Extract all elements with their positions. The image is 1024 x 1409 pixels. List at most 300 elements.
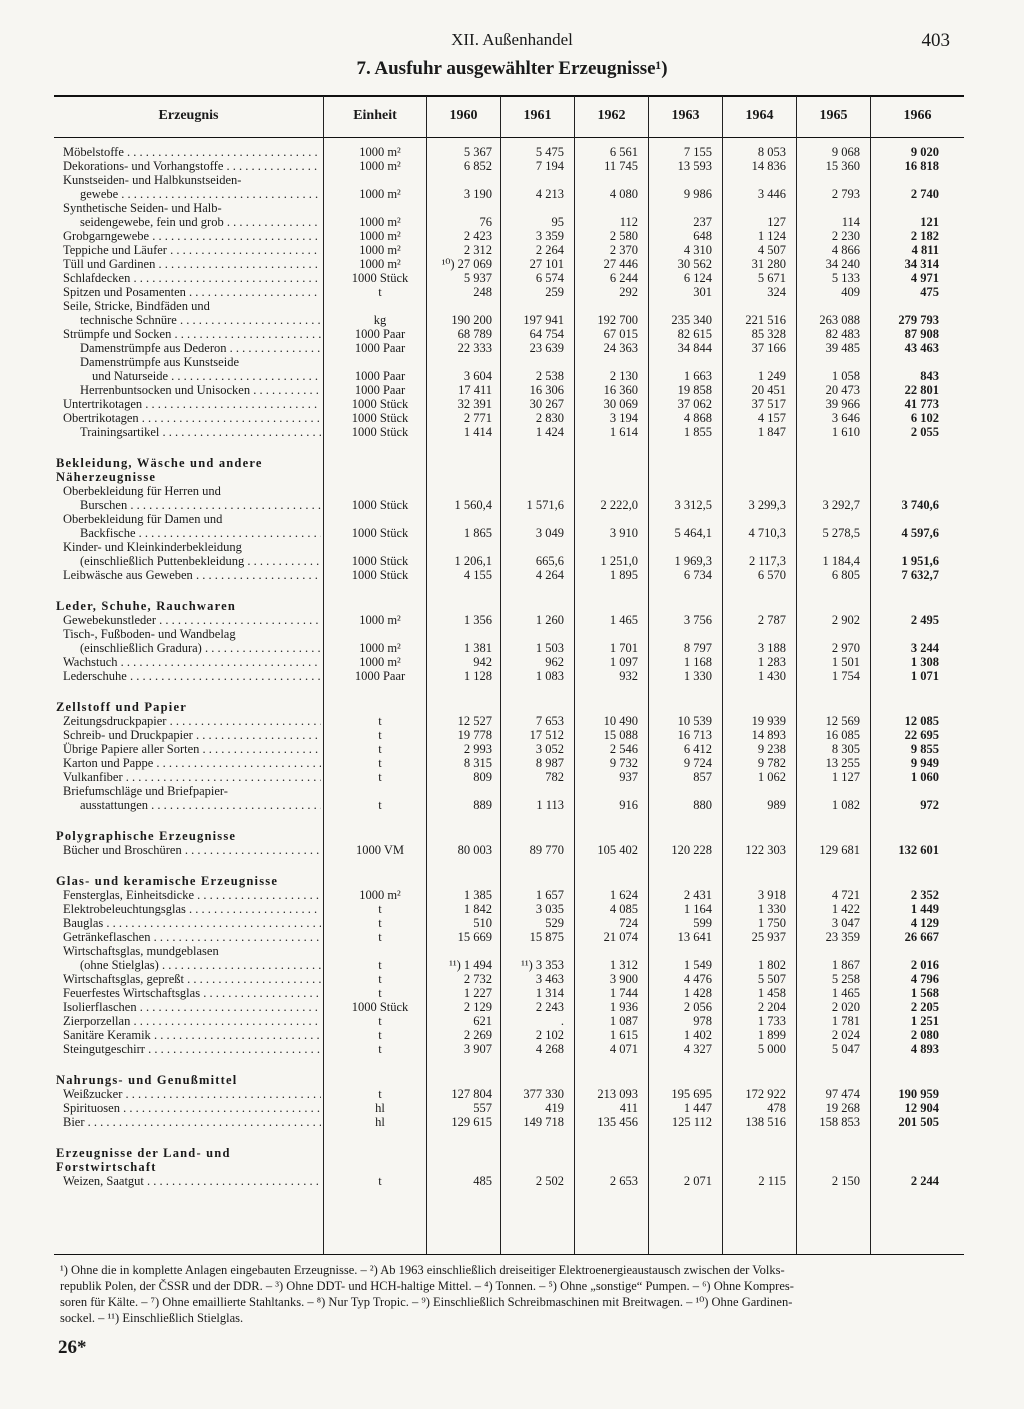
value-cell-1962: 2 580: [609, 229, 638, 243]
value-cell-1964: 1 062: [757, 770, 786, 784]
value-cell-1961: 16 306: [529, 383, 564, 397]
table-row: [0, 916, 1024, 930]
value-cell-1965: 1 781: [831, 1014, 860, 1028]
table-row: [0, 742, 1024, 756]
value-cell-1965: 23 359: [825, 930, 860, 944]
value-cell-1961: 782: [545, 770, 564, 784]
product-label: Synthetische Seiden- und Halb-: [63, 201, 222, 215]
value-cell-1961: .: [560, 1014, 564, 1028]
product-label: Übrige Papiere aller Sorten . . .: [63, 742, 321, 756]
product-label: Zierporzellan . . .: [63, 1014, 321, 1028]
unit-cell: 1000 Stück: [351, 568, 409, 582]
value-cell-1966: 2 244: [910, 1174, 939, 1188]
value-cell-1965: 39 966: [825, 397, 860, 411]
value-cell-1965: 114: [841, 215, 860, 229]
unit-cell: t: [378, 728, 382, 742]
product-label: gewebe . . .: [80, 187, 321, 201]
value-cell-1963: 4 476: [683, 972, 712, 986]
value-cell-1966: 4 129: [910, 916, 939, 930]
table-row: [0, 257, 1024, 271]
value-cell-1961: 4 268: [535, 1042, 564, 1056]
table-row: [0, 201, 1024, 215]
value-cell-1964: 3 299,3: [748, 498, 786, 512]
value-cell-1965: 97 474: [825, 1087, 860, 1101]
value-cell-1966: 41 773: [904, 397, 939, 411]
value-cell-1964: 3 918: [757, 888, 786, 902]
value-cell-1963: 6 734: [683, 568, 712, 582]
value-cell-1961: 23 639: [529, 341, 564, 355]
value-cell-1963: 1 428: [683, 986, 712, 1000]
value-cell-1961: 3 052: [535, 742, 564, 756]
value-cell-1960: 129 615: [451, 1115, 492, 1129]
value-cell-1966: 132 601: [898, 843, 939, 857]
product-label: Seile, Stricke, Bindfäden und: [63, 299, 210, 313]
value-cell-1964: 14 836: [751, 159, 786, 173]
value-cell-1966: 1 449: [910, 902, 939, 916]
value-cell-1961: 665,6: [535, 554, 564, 568]
value-cell-1966: 2 016: [910, 958, 939, 972]
value-cell-1960: 1 385: [463, 888, 492, 902]
value-cell-1966: 2 352: [910, 888, 939, 902]
table-row: [0, 1000, 1024, 1014]
product-label: Burschen . . .: [80, 498, 321, 512]
unit-cell: t: [378, 1174, 382, 1188]
value-cell-1961: 89 770: [529, 843, 564, 857]
value-cell-1966: 2 740: [910, 187, 939, 201]
value-cell-1961: 15 875: [529, 930, 564, 944]
footnote-line: republik Polen, der ČSSR und der DDR. – ³) Ohne DDT- und HCH-haltige Mittel. – ⁴) Tonnen. – ⁵) Ohne „sonstige“ Pumpen. – ⁶) Ohne Kompres-: [60, 1279, 794, 1293]
table-row: [0, 1028, 1024, 1042]
product-label: (einschließlich Puttenbekleidung . . .: [80, 554, 321, 568]
value-cell-1966: 201 505: [898, 1115, 939, 1129]
value-cell-1964: 4 507: [757, 243, 786, 257]
value-cell-1960: 1 865: [463, 526, 492, 540]
unit-cell: t: [378, 798, 382, 812]
value-cell-1966: 9 020: [910, 145, 939, 159]
value-cell-1964: 8 053: [757, 145, 786, 159]
value-cell-1962: 2 370: [609, 243, 638, 257]
value-cell-1962: 135 456: [597, 1115, 638, 1129]
value-cell-1966: 4 893: [910, 1042, 939, 1056]
section-heading-row: [0, 599, 1024, 613]
product-label: Sanitäre Keramik . . .: [63, 1028, 321, 1042]
table-row: [0, 986, 1024, 1000]
value-cell-1963: 10 539: [677, 714, 712, 728]
product-label: Damenstrümpfe aus Dederon . . .: [80, 341, 321, 355]
value-cell-1964: 2 115: [758, 1174, 786, 1188]
value-cell-1965: 2 150: [831, 1174, 860, 1188]
unit-cell: t: [378, 756, 382, 770]
value-cell-1960: 809: [473, 770, 492, 784]
value-cell-1963: 5 464,1: [674, 526, 712, 540]
table-row: [0, 902, 1024, 916]
table-header-rule: [54, 137, 964, 138]
product-label: Oberbekleidung für Damen und: [63, 512, 223, 526]
table-row: [0, 1174, 1024, 1188]
value-cell-1966: 843: [920, 369, 939, 383]
value-cell-1960: 190 200: [451, 313, 492, 327]
value-cell-1966: 4 597,6: [901, 526, 939, 540]
value-cell-1961: 419: [545, 1101, 564, 1115]
footnotes: [60, 1262, 965, 1326]
value-cell-1965: 1 082: [831, 798, 860, 812]
table-row: [0, 1115, 1024, 1129]
value-cell-1961: 5 475: [535, 145, 564, 159]
product-label: Weißzucker . . .: [63, 1087, 321, 1101]
table-row: [0, 159, 1024, 173]
table-row: [0, 484, 1024, 498]
unit-cell: t: [378, 972, 382, 986]
value-cell-1960: 248: [473, 285, 492, 299]
value-cell-1960: 2 993: [463, 742, 492, 756]
value-cell-1963: 37 062: [677, 397, 712, 411]
value-cell-1960: 485: [473, 1174, 492, 1188]
product-label: (einschließlich Gradura) . . .: [80, 641, 321, 655]
unit-cell: t: [378, 916, 382, 930]
value-cell-1966: 4 811: [911, 243, 939, 257]
table-row: [0, 498, 1024, 512]
value-cell-1962: 4 071: [609, 1042, 638, 1056]
product-label: Lederschuhe . . .: [63, 669, 321, 683]
value-cell-1961: 2 502: [535, 1174, 564, 1188]
value-cell-1962: 916: [619, 798, 638, 812]
table-row: [0, 728, 1024, 742]
table-row: [0, 327, 1024, 341]
value-cell-1963: 120 228: [671, 843, 712, 857]
table-row: [0, 271, 1024, 285]
value-cell-1966: 7 632,7: [901, 568, 939, 582]
table-row: [0, 627, 1024, 641]
product-label: technische Schnüre . . .: [80, 313, 321, 327]
unit-cell: 1000 Stück: [351, 397, 409, 411]
product-label: Zeitungsdruckpapier . . .: [63, 714, 321, 728]
section-heading: Glas- und keramische Erzeugnisse: [56, 874, 279, 888]
table-row: [0, 930, 1024, 944]
value-cell-1963: 4 310: [683, 243, 712, 257]
unit-cell: 1000 m²: [359, 215, 401, 229]
value-cell-1960: 1 206,1: [454, 554, 492, 568]
value-cell-1966: 43 463: [904, 341, 939, 355]
value-cell-1962: 213 093: [597, 1087, 638, 1101]
table-row: [0, 669, 1024, 683]
product-label: ausstattungen . . .: [80, 798, 321, 812]
value-cell-1960: 2 129: [463, 1000, 492, 1014]
unit-cell: hl: [375, 1115, 385, 1129]
unit-cell: 1000 VM: [355, 843, 405, 857]
product-label: Oberbekleidung für Herren und: [63, 484, 221, 498]
product-label: Schlafdecken . . .: [63, 271, 321, 285]
value-cell-1960: 3 907: [463, 1042, 492, 1056]
value-cell-1965: 8 305: [831, 742, 860, 756]
value-cell-1962: 3 910: [609, 526, 638, 540]
value-cell-1963: 34 844: [677, 341, 712, 355]
table-row: [0, 641, 1024, 655]
section-heading: Näherzeugnisse: [56, 470, 157, 484]
value-cell-1966: 3 740,6: [901, 498, 939, 512]
value-cell-1962: 6 244: [609, 271, 638, 285]
value-cell-1960: 15 669: [457, 930, 492, 944]
value-cell-1965: 5 047: [831, 1042, 860, 1056]
value-cell-1962: 1 936: [609, 1000, 638, 1014]
value-cell-1960: 1 381: [463, 641, 492, 655]
value-cell-1961: 8 987: [535, 756, 564, 770]
value-cell-1965: 5 133: [831, 271, 860, 285]
value-cell-1961: 3 463: [535, 972, 564, 986]
value-cell-1961: 3 035: [535, 902, 564, 916]
value-cell-1962: 1 465: [609, 613, 638, 627]
value-cell-1960: 4 155: [463, 568, 492, 582]
value-cell-1965: 2 793: [831, 187, 860, 201]
value-cell-1961: 1 260: [535, 613, 564, 627]
product-label: Herrenbuntsocken und Unisocken . . .: [80, 383, 321, 397]
value-cell-1960: 2 732: [463, 972, 492, 986]
header-year-1961: 1961: [523, 108, 552, 123]
value-cell-1962: 1 744: [609, 986, 638, 1000]
product-label: Wirtschaftsglas, gepreßt . . .: [63, 972, 321, 986]
product-label: Feuerfestes Wirtschaftsglas . . .: [63, 986, 321, 1000]
value-cell-1962: 4 085: [609, 902, 638, 916]
value-cell-1964: 5 507: [757, 972, 786, 986]
value-cell-1962: 192 700: [597, 313, 638, 327]
value-cell-1963: 6 412: [683, 742, 712, 756]
table-row: [0, 243, 1024, 257]
value-cell-1961: 2 830: [535, 411, 564, 425]
section-heading-row: [0, 1073, 1024, 1087]
value-cell-1965: 5 278,5: [822, 526, 860, 540]
value-cell-1960: 621: [473, 1014, 492, 1028]
value-cell-1963: 648: [693, 229, 712, 243]
table-row: [0, 888, 1024, 902]
value-cell-1962: 105 402: [597, 843, 638, 857]
section-heading: Forstwirtschaft: [56, 1160, 157, 1174]
value-cell-1962: 1 614: [609, 425, 638, 439]
unit-cell: t: [378, 714, 382, 728]
value-cell-1965: 82 483: [825, 327, 860, 341]
unit-cell: t: [378, 902, 382, 916]
value-cell-1963: 4 868: [683, 411, 712, 425]
value-cell-1965: 1 754: [831, 669, 860, 683]
value-cell-1966: 279 793: [898, 313, 939, 327]
value-cell-1962: 10 490: [603, 714, 638, 728]
unit-cell: t: [378, 930, 382, 944]
value-cell-1963: 2 056: [683, 1000, 712, 1014]
section-heading-row: [0, 700, 1024, 714]
value-cell-1965: 4 721: [831, 888, 860, 902]
product-label: Obertrikotagen . . .: [63, 411, 321, 425]
value-cell-1966: 9 949: [910, 756, 939, 770]
value-cell-1962: 1 251,0: [600, 554, 638, 568]
table-row: [0, 655, 1024, 669]
unit-cell: t: [378, 742, 382, 756]
value-cell-1964: 4 157: [757, 411, 786, 425]
product-label: Backfische . . .: [80, 526, 321, 540]
value-cell-1963: 978: [693, 1014, 712, 1028]
product-label: Kunstseiden- und Halbkunstseiden-: [63, 173, 242, 187]
product-label: Fensterglas, Einheitsdicke . . .: [63, 888, 321, 902]
value-cell-1966: 4 971: [910, 271, 939, 285]
table-row: [0, 397, 1024, 411]
value-cell-1964: 5 000: [757, 1042, 786, 1056]
value-cell-1963: 857: [693, 770, 712, 784]
unit-cell: t: [378, 1014, 382, 1028]
value-cell-1966: 2 182: [910, 229, 939, 243]
value-cell-1963: 1 402: [683, 1028, 712, 1042]
value-cell-1963: 9 986: [683, 187, 712, 201]
value-cell-1962: 2 546: [609, 742, 638, 756]
value-cell-1962: 937: [619, 770, 638, 784]
product-label: Isolierflaschen . . .: [63, 1000, 321, 1014]
value-cell-1960: 1 414: [463, 425, 492, 439]
value-cell-1961: 197 941: [523, 313, 564, 327]
unit-cell: 1000 Stück: [351, 425, 409, 439]
value-cell-1965: 3 047: [831, 916, 860, 930]
unit-cell: 1000 Paar: [354, 341, 406, 355]
value-cell-1963: 195 695: [671, 1087, 712, 1101]
value-cell-1961: 30 267: [529, 397, 564, 411]
table-row: [0, 568, 1024, 582]
value-cell-1966: 9 855: [910, 742, 939, 756]
table-row: [0, 714, 1024, 728]
table-row: [0, 1101, 1024, 1115]
table-row: [0, 383, 1024, 397]
value-cell-1965: 19 268: [825, 1101, 860, 1115]
product-label: Möbelstoffe . . .: [63, 145, 321, 159]
value-cell-1966: 12 085: [904, 714, 939, 728]
value-cell-1966: 16 818: [904, 159, 939, 173]
unit-cell: 1000 m²: [359, 655, 401, 669]
value-cell-1962: 27 446: [603, 257, 638, 271]
value-cell-1965: 2 024: [831, 1028, 860, 1042]
value-cell-1961: 1 503: [535, 641, 564, 655]
value-cell-1964: 989: [767, 798, 786, 812]
value-cell-1962: 21 074: [603, 930, 638, 944]
value-cell-1964: 1 733: [757, 1014, 786, 1028]
table-row: [0, 540, 1024, 554]
table-row: [0, 411, 1024, 425]
value-cell-1965: 1 465: [831, 986, 860, 1000]
unit-cell: 1000 Paar: [354, 669, 406, 683]
product-label: Dekorations- und Vorhangstoffe . . .: [63, 159, 321, 173]
table-row: [0, 613, 1024, 627]
value-cell-1964: 9 238: [757, 742, 786, 756]
table-row: [0, 1087, 1024, 1101]
value-cell-1966: 121: [920, 215, 939, 229]
unit-cell: 1000 m²: [359, 187, 401, 201]
value-cell-1962: 1 615: [609, 1028, 638, 1042]
value-cell-1962: 4 080: [609, 187, 638, 201]
value-cell-1962: 112: [619, 215, 638, 229]
value-cell-1965: 129 681: [819, 843, 860, 857]
table-row: [0, 843, 1024, 857]
value-cell-1964: 20 451: [751, 383, 786, 397]
table-row: [0, 313, 1024, 327]
value-cell-1962: 1 312: [609, 958, 638, 972]
value-cell-1960: 3 190: [463, 187, 492, 201]
unit-cell: t: [378, 285, 382, 299]
header-year-1966: 1966: [903, 108, 932, 123]
value-cell-1964: 9 782: [757, 756, 786, 770]
product-label: Bücher und Broschüren . . .: [63, 843, 321, 857]
value-cell-1961: 4 264: [535, 568, 564, 582]
value-cell-1963: 1 447: [683, 1101, 712, 1115]
value-cell-1963: 1 164: [683, 902, 712, 916]
header-year-1963: 1963: [671, 108, 700, 123]
value-cell-1965: 2 902: [831, 613, 860, 627]
footnote-line: sockel. – ¹¹) Einschließlich Stielglas.: [60, 1311, 244, 1325]
table-row: [0, 1014, 1024, 1028]
value-cell-1966: 1 071: [910, 669, 939, 683]
value-cell-1960: 1 842: [463, 902, 492, 916]
value-cell-1965: 1 610: [831, 425, 860, 439]
value-cell-1960: 19 778: [457, 728, 492, 742]
unit-cell: 1000 Paar: [354, 383, 406, 397]
unit-cell: t: [378, 770, 382, 784]
header-year-1960: 1960: [449, 108, 478, 123]
value-cell-1965: 1 127: [831, 770, 860, 784]
header-year-1964: 1964: [745, 108, 774, 123]
value-cell-1965: 2 970: [831, 641, 860, 655]
product-label: Trainingsartikel . . .: [80, 425, 321, 439]
value-cell-1964: 1 430: [757, 669, 786, 683]
footnote-rule: [54, 1254, 964, 1255]
table-row: [0, 425, 1024, 439]
product-label: Strümpfe und Socken . . .: [63, 327, 321, 341]
product-label: Schreib- und Druckpapier . . .: [63, 728, 321, 742]
value-cell-1964: 37 166: [751, 341, 786, 355]
value-cell-1964: 1 283: [757, 655, 786, 669]
value-cell-1966: 1 251: [910, 1014, 939, 1028]
value-cell-1964: 85 328: [751, 327, 786, 341]
value-cell-1962: 67 015: [603, 327, 638, 341]
product-label: Teppiche und Läufer . . .: [63, 243, 321, 257]
value-cell-1965: 158 853: [819, 1115, 860, 1129]
value-cell-1963: 30 562: [677, 257, 712, 271]
value-cell-1960: 127 804: [451, 1087, 492, 1101]
value-cell-1961: 1 083: [535, 669, 564, 683]
value-cell-1962: 6 561: [609, 145, 638, 159]
value-cell-1965: 4 866: [831, 243, 860, 257]
value-cell-1962: 2 222,0: [600, 498, 638, 512]
value-cell-1963: 1 855: [683, 425, 712, 439]
unit-cell: 1000 m²: [359, 613, 401, 627]
unit-cell: 1000 m²: [359, 159, 401, 173]
value-cell-1964: 2 787: [757, 613, 786, 627]
value-cell-1963: 125 112: [671, 1115, 712, 1129]
unit-cell: 1000 Stück: [351, 526, 409, 540]
section-heading: Zellstoff und Papier: [56, 700, 187, 714]
value-cell-1961: ¹¹) 3 353: [521, 958, 564, 972]
chapter-header: XII. Außenhandel: [451, 30, 573, 49]
header-year-1965: 1965: [819, 108, 848, 123]
table-row: [0, 784, 1024, 798]
value-cell-1960: 2 423: [463, 229, 492, 243]
value-cell-1960: 2 269: [463, 1028, 492, 1042]
unit-cell: 1000 Paar: [354, 327, 406, 341]
value-cell-1962: 16 360: [603, 383, 638, 397]
value-cell-1966: 26 667: [904, 930, 939, 944]
value-cell-1965: 2 020: [831, 1000, 860, 1014]
unit-cell: 1000 m²: [359, 145, 401, 159]
value-cell-1960: 32 391: [457, 397, 492, 411]
value-cell-1966: 1 308: [910, 655, 939, 669]
value-cell-1963: 9 724: [683, 756, 712, 770]
value-cell-1960: 1 560,4: [454, 498, 492, 512]
product-label: Grobgarngewebe . . .: [63, 229, 321, 243]
table-row: [0, 1042, 1024, 1056]
value-cell-1965: 1 058: [831, 369, 860, 383]
value-cell-1963: 1 549: [683, 958, 712, 972]
value-cell-1966: 2 055: [910, 425, 939, 439]
